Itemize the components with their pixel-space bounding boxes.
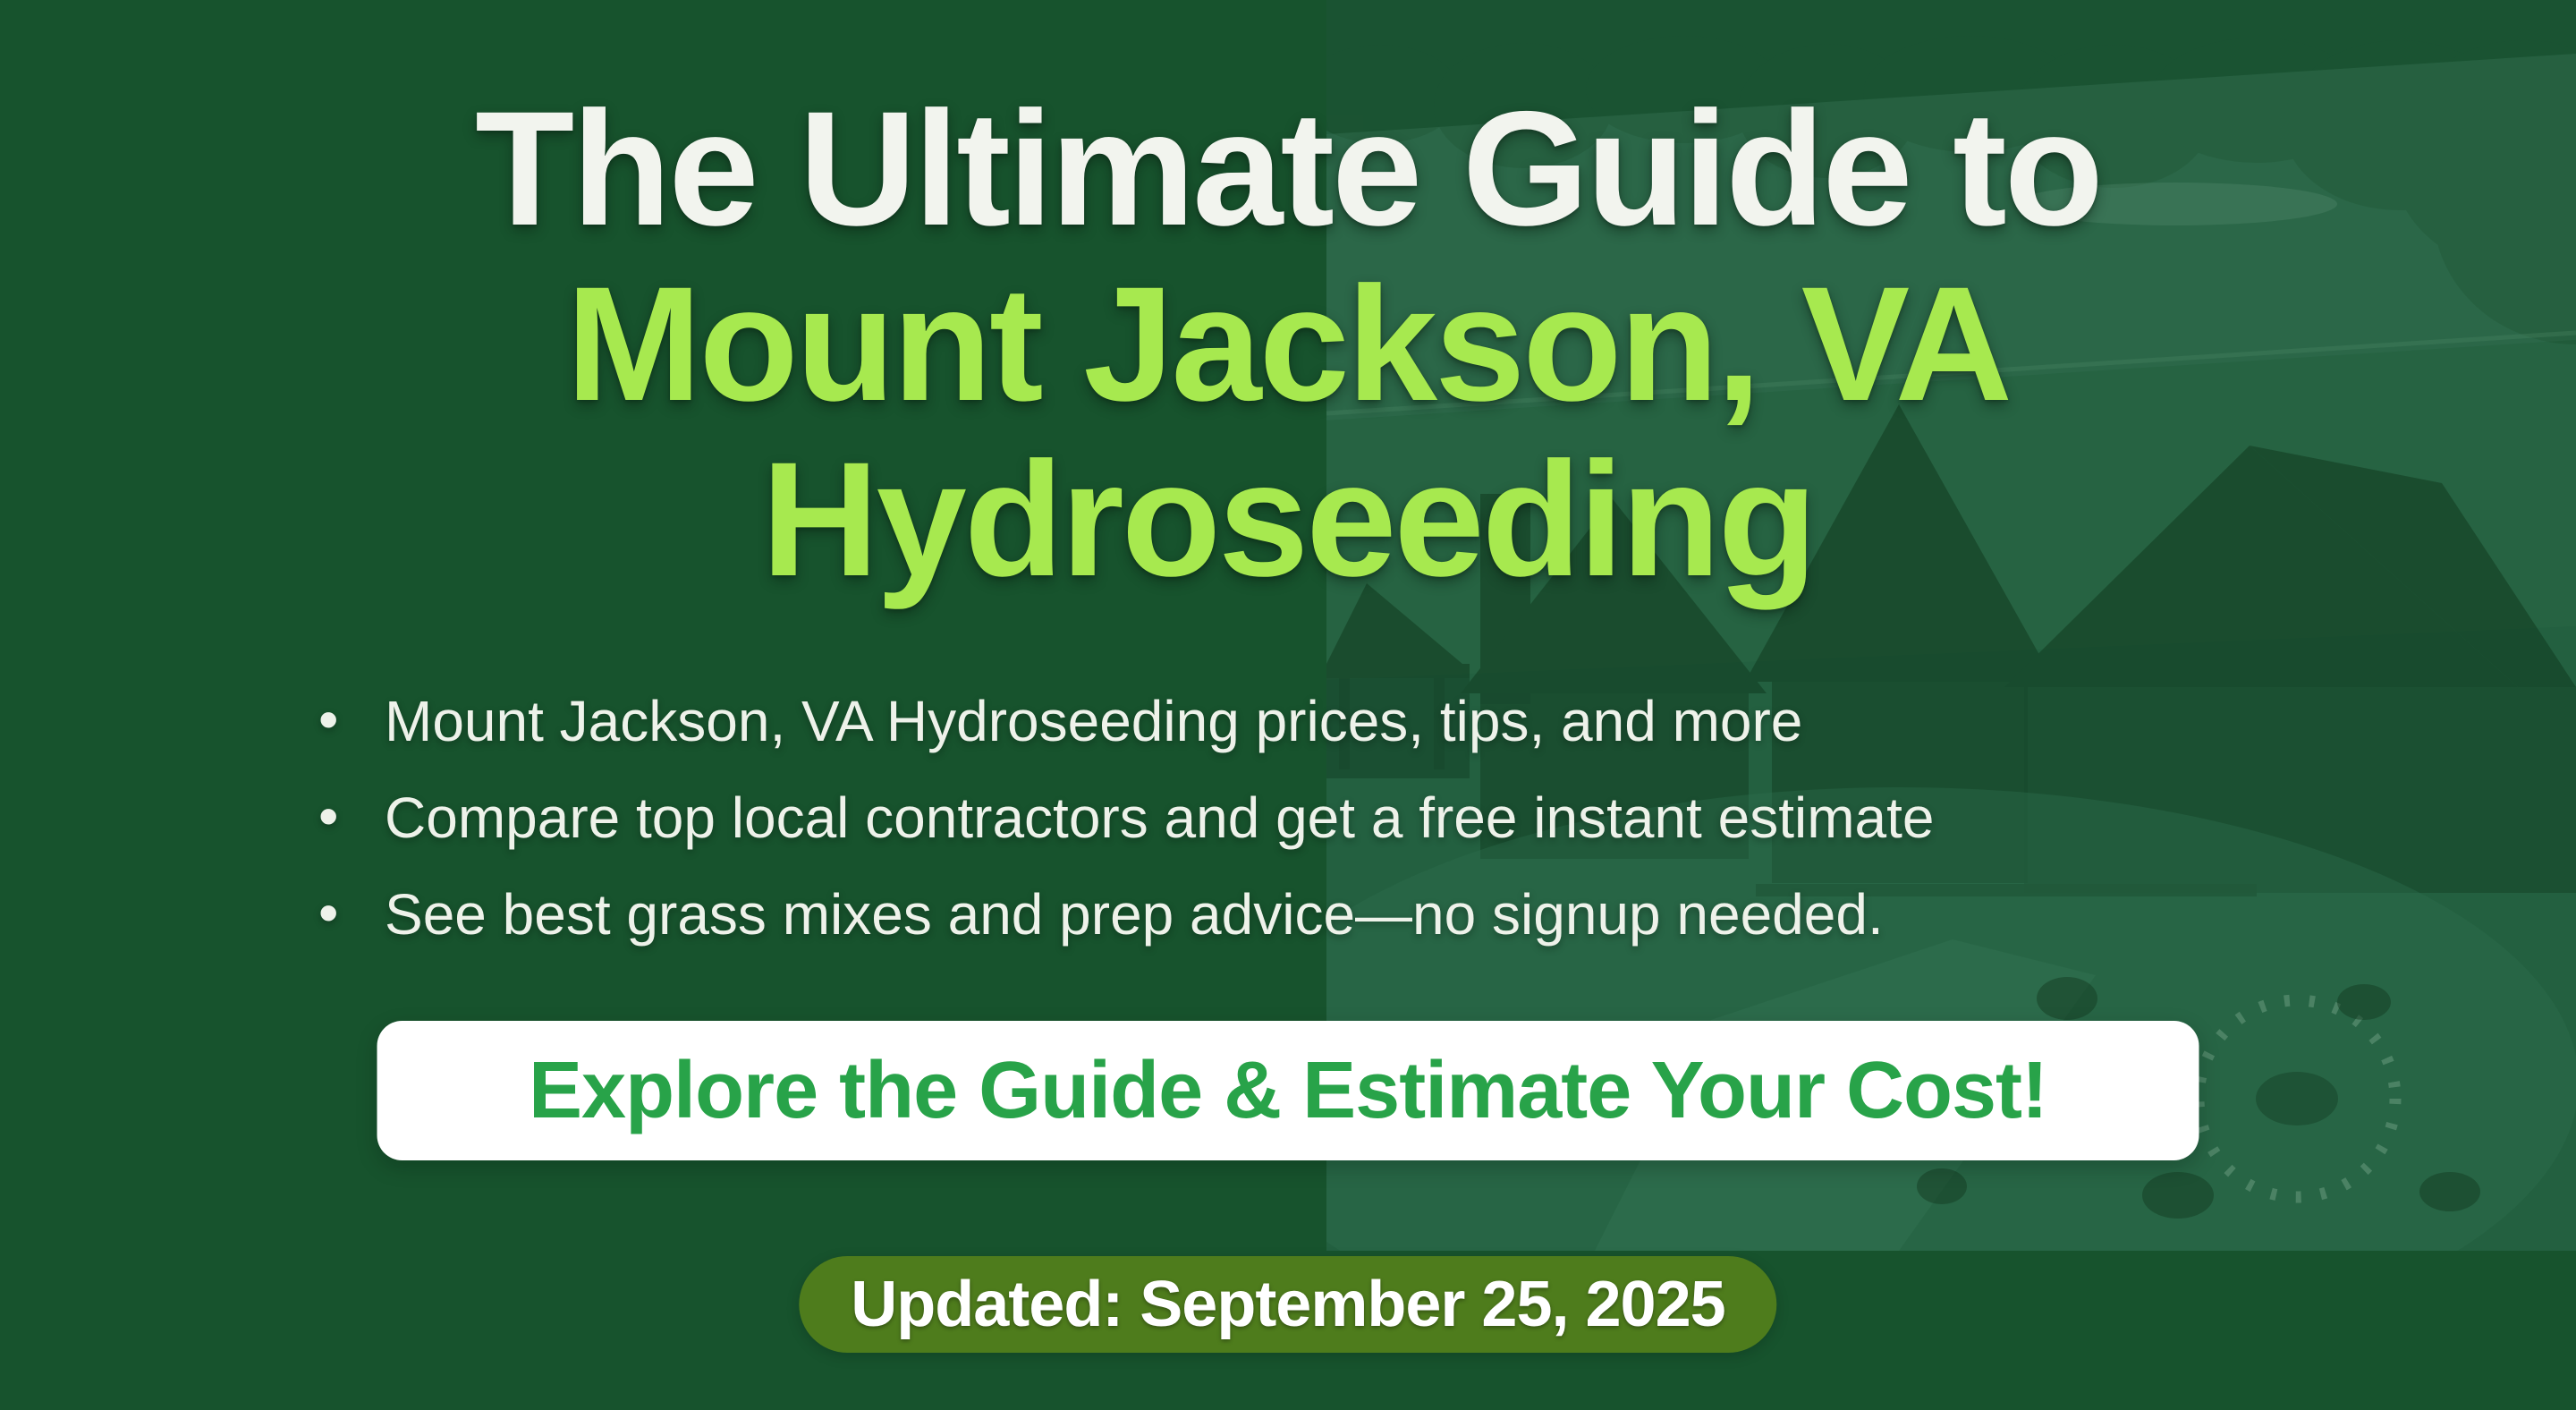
page-title xyxy=(0,77,2576,610)
list-item: • Compare top local contractors and get a free instant estimate xyxy=(385,788,1934,847)
explore-guide-cta-button[interactable]: Explore the Guide & Estimate Your Cost! xyxy=(377,1021,2199,1160)
title-prefix: The Ultimate Guide to xyxy=(475,77,2101,259)
feature-list xyxy=(385,689,1935,981)
title-location: Mount Jackson, VA xyxy=(565,252,2011,435)
list-item: • See best grass mixes and prep advice—no signup needed. xyxy=(385,885,1934,944)
list-item: • Mount Jackson, VA Hydroseeding prices, tips, and more xyxy=(385,692,1934,751)
title-service: Hydroseeding xyxy=(761,428,1815,610)
updated-date-badge: Updated: September 25, 2025 xyxy=(799,1256,1776,1353)
